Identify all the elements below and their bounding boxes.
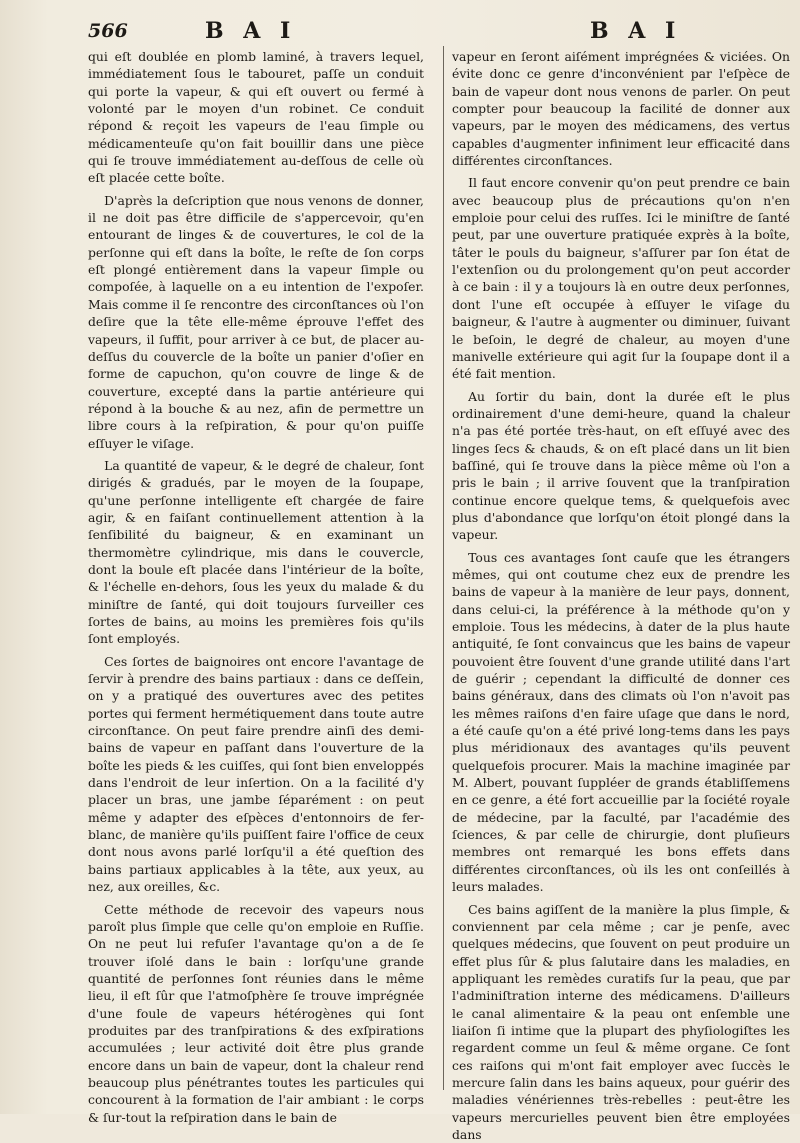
paragraph: Tous ces avantages ſont cauſe que les étrangers mêmes, qui ont coutume chez eux de prendre les bains de vapeur à la manière de leur pays, donnent, dans celui-ci, la préférence à la méthode qu'on y emploie. Tous les médecins, à dater de la plus haute antiquité, ſe ſont convaincus que les bains de vapeur pouvoient être ſouvent d'une grande utilité dans l'art de guérir ; cependant la difficulté de donner ces bains généraux, dans des climats où l'on n'avoit pas les mêmes raiſons d'en faire uſage que dans le nord, a été cauſe qu'on a été privé long-tems dans les pays plus méridionaux des avantages qu'ils peuvent quelquefois procurer. Mais la machine imaginée par M. Albert, pouvant ſuppléer de grands établiſſemens en ce genre, a été fort accueillie par la ſociété royale de médecine, par la faculté, par l'académie des ſciences, & par celle de chirurgie, dont pluſieurs membres ont remarqué les bons effets dans différentes circonſtances, où ils les ont conſeillés à leurs malades. bbox=[452, 549, 790, 896]
running-head-right: B A I bbox=[590, 18, 681, 44]
page-number: 566 bbox=[88, 20, 128, 42]
paragraph: La quantité de vapeur, & le degré de chaleur, ſont dirigés & gradués, par le moyen de la ſoupape, qu'une perſonne intelligente eſt chargée de faire agir, & en faiſant continuellement attention à la ſenſibilité du baigneur, & en examinant un thermomètre cylindrique, mis dans le couvercle, dont la boule eſt placée dans l'intérieur de la boîte, & l'échelle en-dehors, ſous les yeux du malade & du miniſtre de ſanté, qui doit toujours ſurveiller ces ſortes de bains, au moins les premières fois qu'ils ſont employés. bbox=[88, 457, 424, 648]
paragraph: Il faut encore convenir qu'on peut prendre ce bain avec beaucoup plus de précautions qu'on n'en emploie pour celui des ruſſes. Ici le miniſtre de ſanté peut, par une ouverture pratiquée exprès à la boîte, tâter le pouls du baigneur, s'aſſurer par ſon état de l'extenſion ou du prolongement qu'on peut accorder à ce bain : il y a toujours là en outre deux perſonnes, dont l'une eſt occupée à eſſuyer le viſage du baigneur, & l'autre à augmenter ou diminuer, ſuivant le beſoin, le degré de chaleur, au moyen d'une manivelle extérieure qui agit ſur la ſoupape dont il a été fait mention. bbox=[452, 174, 790, 382]
paragraph: Au ſortir du bain, dont la durée eſt le plus ordinairement d'une demi-heure, quand la chaleur n'a pas été portée très-haut, on eſt eſſuyé avec des linges ſecs & chauds, & on eſt placé dans un lit bien baſſiné, qui ſe trouve dans la pièce même où l'on a pris le bain ; il arrive ſouvent que la tranſpiration continue encore quelque tems, & quelquefois avec plus d'abondance que lorſqu'on étoit plongé dans la vapeur. bbox=[452, 388, 790, 544]
running-head-left: B A I bbox=[205, 18, 296, 44]
paragraph: Ces bains agiſſent de la manière la plus ſimple, & conviennent par cela même ; car je penſe, avec quelques médecins, que ſouvent on peut produire un effet plus ſûr & plus ſalutaire dans les maladies, en appliquant les remèdes curatifs ſur la peau, que par l'adminiſtration interne des médicamens. D'ailleurs le canal alimentaire & la peau ont enſemble une liaiſon ſi intime que la plupart des phyſiologiſtes les regardent comme un ſeul & même organe. Ce ſont ces raiſons qui m'ont fait employer avec ſuccès le mercure ſalin dans les bains aqueux, pour guérir des maladies vénériennes très-rebelles : peut-être les vapeurs mercurielles peuvent bien être employées dans bbox=[452, 901, 790, 1143]
left-column bbox=[88, 48, 424, 1126]
page-header bbox=[0, 18, 800, 48]
paragraph: Ces ſortes de baignoires ont encore l'avantage de ſervir à prendre des bains partiaux : dans ce deſſein, on y a pratiqué des ouvertures avec des petites portes qui ferment hermétiquement dans toute autre circonſtance. On peut faire prendre ainſi des demi-bains de vapeur en paſſant dans l'ouverture de la boîte les pieds & les cuiſſes, qui ſont bien enveloppés dans l'endroit de leur inſertion. On a la facilité d'y placer un bras, une jambe ſéparément : on peut même y adapter des eſpèces d'entonnoirs de fer-blanc, de manière qu'ils puiſſent faire l'office de ceux dont nous avons parlé lorſqu'il a été queſtion des bains partiaux applicables à la tête, aux yeux, au nez, aux oreilles, &c. bbox=[88, 653, 424, 896]
column-divider bbox=[443, 46, 444, 1090]
right-column bbox=[452, 48, 790, 1143]
paragraph: D'après la deſcription que nous venons de donner, il ne doit pas être difficile de s'appercevoir, qu'en entourant de linges & de couvertures, le col de la perſonne qui eſt dans la boîte, le reſte de ſon corps eſt plongé entièrement dans la vapeur ſimple ou compoſée, à laquelle on a eu intention de l'expoſer. Mais comme il ſe rencontre des circonſtances où l'on deſire que la tête elle-même éprouve l'effet des vapeurs, il ſuffit, pour arriver à ce but, de placer au-deſſus du couvercle de la boîte un panier d'oſier en forme de capuchon, qu'on couvre de linge & de couverture, excepté dans la partie antérieure qui répond à la bouche & au nez, afin de permettre un libre cours à la reſpiration, & pour qu'on puiſſe eſſuyer le viſage. bbox=[88, 192, 424, 452]
paragraph: Cette méthode de recevoir des vapeurs nous paroît plus ſimple que celle qu'on emploie en Ruſſie. On ne peut lui refuſer l'avantage qu'on a de ſe trouver iſolé dans le bain : lorſqu'une grande quantité de perſonnes ſont réunies dans le même lieu, il eſt ſûr que l'atmoſphère ſe trouve imprégnée d'une foule de vapeurs hétérogènes qui ſont produites par des tranſpirations & des exſpirations accumulées ; leur activité doit être plus grande encore dans un bain de vapeur, dont la chaleur rend beaucoup plus pénétrantes toutes les particules qui concourent à la formation de l'air ambiant : le corps & ſur-tout la reſpiration dans le bain de bbox=[88, 901, 424, 1126]
paragraph: vapeur en ſeront aiſément imprégnées & viciées. On évite donc ce genre d'inconvénient par l'eſpèce de bain de vapeur dont nous venons de parler. On peut compter pour beaucoup la facilité de donner aux vapeurs, par le moyen des médicamens, des vertus capables d'augmenter infiniment leur efficacité dans différentes circonſtances. bbox=[452, 48, 790, 169]
paragraph: qui eſt doublée en plomb laminé, à travers lequel, immédiatement ſous le tabouret, paſſe un conduit qui porte la vapeur, & qui eſt ouvert ou fermé à volonté par le moyen d'un robinet. Ce conduit répond & reçoit les vapeurs de l'eau ſimple ou médicamenteuſe qu'on fait bouillir dans une pièce qui ſe trouve immédiatement au-deſſous de celle où eſt placée cette boîte. bbox=[88, 48, 424, 187]
